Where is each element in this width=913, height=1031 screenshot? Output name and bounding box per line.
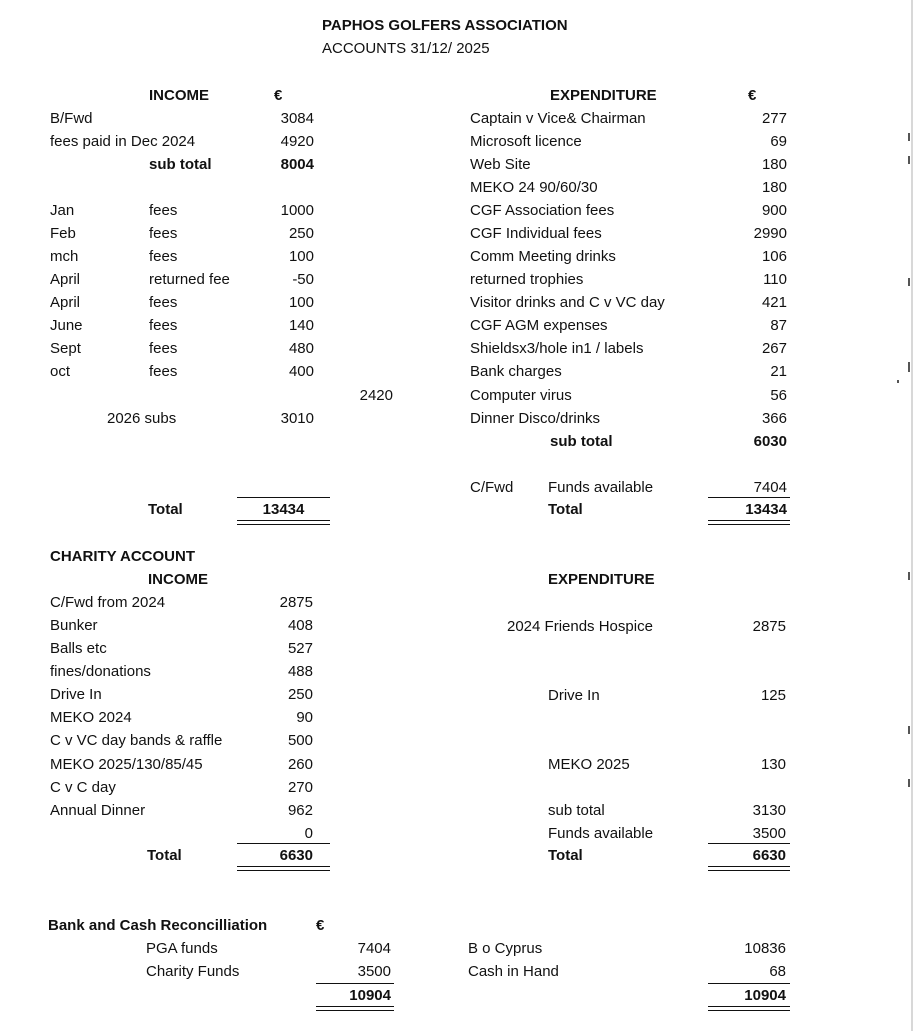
charity-exp-subtotal-label: sub total <box>548 802 605 819</box>
monthly-desc: fees <box>149 340 178 357</box>
income-subtotal-label: sub total <box>149 156 212 173</box>
expenditure-subtotal-value: 6030 <box>753 433 787 450</box>
expenditure-value: 87 <box>770 317 787 334</box>
subs-label: 2026 subs <box>107 410 177 427</box>
subs-value: 3010 <box>280 410 314 427</box>
expenditure-value: 421 <box>761 294 787 311</box>
charity-income-label: Bunker <box>50 617 98 634</box>
cash-value: 68 <box>769 963 786 980</box>
reconciliation-left-rule <box>316 983 394 984</box>
charity-exp-total-value: 6630 <box>752 847 786 864</box>
expenditure-value: 106 <box>761 248 787 265</box>
monthly-desc: fees <box>149 294 178 311</box>
expenditure-heading: EXPENDITURE <box>550 87 657 104</box>
edge-mark <box>908 726 910 734</box>
charity-income-label: MEKO 2024 <box>50 709 132 726</box>
charity-income-value: 270 <box>287 779 313 796</box>
income-total-double-rule <box>237 520 330 525</box>
expenditure-label: Visitor drinks and C v VC day <box>470 294 665 311</box>
monthly-month: June <box>50 317 83 334</box>
bfwd-value: 3084 <box>280 110 314 127</box>
charity-income-label: C v C day <box>50 779 116 796</box>
charity-income-value: 250 <box>287 686 313 703</box>
charity-meko-label: MEKO 2025 <box>548 756 630 773</box>
monthly-value: 100 <box>288 248 314 265</box>
charity-funds-available-value: 3500 <box>752 825 786 842</box>
expenditure-label: Dinner Disco/drinks <box>470 410 601 427</box>
expenditure-total-double-rule <box>708 520 790 525</box>
expenditure-label: CGF AGM expenses <box>470 317 608 334</box>
charity-income-label: Drive In <box>50 686 102 703</box>
expenditure-label: Microsoft licence <box>470 133 582 150</box>
charity-income-value: 488 <box>287 663 313 680</box>
expenditure-value: 900 <box>761 202 787 219</box>
monthly-month: April <box>50 271 81 288</box>
expenditure-label: Comm Meeting drinks <box>470 248 616 265</box>
charity-income-total-rule <box>237 843 330 844</box>
charity-income-zero: 0 <box>304 825 313 842</box>
expenditure-total-label: Total <box>548 501 583 518</box>
expenditure-label: Computer virus <box>470 387 572 404</box>
expenditure-total-rule <box>708 497 790 498</box>
expenditure-label: CGF Individual fees <box>470 225 602 242</box>
fees-dec-label: fees paid in Dec 2024 <box>50 133 196 150</box>
monthly-desc: fees <box>149 202 178 219</box>
charity-income-value: 408 <box>287 617 313 634</box>
expenditure-label: Captain v Vice& Chairman <box>470 110 646 127</box>
expenditure-value: 277 <box>761 110 787 127</box>
charity-income-label: MEKO 2025/130/85/45 <box>50 756 203 773</box>
income-heading: INCOME <box>149 87 209 104</box>
expenditure-label: CGF Association fees <box>470 202 615 219</box>
charity-exp-subtotal-value: 3130 <box>752 802 786 819</box>
charity-income-value: 527 <box>287 640 313 657</box>
cash-label: Cash in Hand <box>468 963 559 980</box>
charity-exp-total-label: Total <box>548 847 583 864</box>
charity-drive-in-value: 125 <box>760 687 786 704</box>
edge-mark <box>908 278 910 286</box>
expenditure-label: Bank charges <box>470 363 562 380</box>
charity-income-label: C v VC day bands & raffle <box>50 732 223 749</box>
monthly-desc: fees <box>149 225 178 242</box>
charity-income-value: 500 <box>287 732 313 749</box>
funds-available-value: 7404 <box>753 479 787 496</box>
charity-income-label: Annual Dinner <box>50 802 146 819</box>
expenditure-value: 180 <box>761 179 787 196</box>
expenditure-value: 366 <box>761 410 787 427</box>
edge-mark <box>908 156 910 164</box>
expenditure-value: 56 <box>770 387 787 404</box>
charity-hospice-label: 2024 Friends Hospice <box>507 618 653 635</box>
edge-mark <box>908 133 910 141</box>
charity-income-label: Balls etc <box>50 640 107 657</box>
charity-income-total-double-rule <box>237 866 330 871</box>
monthly-desc: returned fee <box>149 271 230 288</box>
expenditure-currency: € <box>748 87 757 104</box>
monthly-month: Jan <box>50 202 75 219</box>
edge-mark <box>908 779 910 787</box>
income-total-value: 13434 <box>262 501 305 518</box>
income-total-label: Total <box>148 501 183 518</box>
charity-meko-value: 130 <box>760 756 786 773</box>
edge-mark <box>908 572 910 580</box>
reconciliation-right-total: 10904 <box>744 987 786 1004</box>
charity-income-value: 962 <box>287 802 313 819</box>
charity-income-label: fines/donations <box>50 663 151 680</box>
pga-funds-label: PGA funds <box>146 940 218 957</box>
bfwd-label: B/Fwd <box>50 110 93 127</box>
reconciliation-left-double-rule <box>316 1006 394 1011</box>
charity-income-total-value: 6630 <box>279 847 313 864</box>
income-subtotal-value: 8004 <box>280 156 314 173</box>
monthly-desc: fees <box>149 363 178 380</box>
fees-dec-value: 4920 <box>280 133 314 150</box>
charity-funds-available-label: Funds available <box>548 825 654 842</box>
expenditure-value: 267 <box>761 340 787 357</box>
reconciliation-left-total: 10904 <box>349 987 391 1004</box>
expenditure-label: returned trophies <box>470 271 584 288</box>
reconciliation-heading: Bank and Cash Reconcilliation <box>48 917 268 934</box>
monthly-value: 1000 <box>280 202 314 219</box>
expenditure-value: 110 <box>763 271 787 288</box>
monthly-value: 480 <box>288 340 314 357</box>
monthly-month: mch <box>50 248 79 265</box>
monthly-month: oct <box>50 363 71 380</box>
charity-income-total-label: Total <box>147 847 182 864</box>
expenditure-label: Web Site <box>470 156 531 173</box>
reconciliation-right-rule <box>708 983 790 984</box>
charity-hospice-value: 2875 <box>752 618 786 635</box>
expenditure-label: MEKO 24 90/60/30 <box>470 179 598 196</box>
monthly-month: Sept <box>50 340 81 357</box>
page-title: PAPHOS GOLFERS ASSOCIATION <box>322 17 568 34</box>
reconciliation-right-double-rule <box>708 1006 790 1011</box>
monthly-month: Feb <box>50 225 76 242</box>
charity-income-heading: INCOME <box>148 571 208 588</box>
expenditure-value: 180 <box>761 156 787 173</box>
charity-income-value: 2875 <box>279 594 313 611</box>
charity-funds-value: 3500 <box>357 963 391 980</box>
monthly-desc: fees <box>149 317 178 334</box>
expenditure-value: 21 <box>770 363 787 380</box>
charity-drive-in-label: Drive In <box>548 687 600 704</box>
pga-funds-value: 7404 <box>357 940 391 957</box>
charity-exp-total-double-rule <box>708 866 790 871</box>
income-currency: € <box>274 87 283 104</box>
charity-exp-total-rule <box>708 843 790 844</box>
monthly-total-value: 2420 <box>359 387 393 404</box>
income-total-rule <box>237 497 330 498</box>
monthly-value: 250 <box>288 225 314 242</box>
charity-income-value: 90 <box>296 709 313 726</box>
bank-label: B o Cyprus <box>468 940 543 957</box>
expenditure-total-value: 13434 <box>745 501 787 518</box>
bank-value: 10836 <box>744 940 786 957</box>
monthly-desc: fees <box>149 248 178 265</box>
monthly-value: -50 <box>292 271 314 288</box>
funds-available-label: Funds available <box>548 479 654 496</box>
expenditure-label: Shieldsx3/hole in1 / labels <box>470 340 644 357</box>
monthly-value: 100 <box>288 294 314 311</box>
expenditure-value: 2990 <box>753 225 787 242</box>
edge-mark <box>908 362 910 372</box>
charity-income-label: C/Fwd from 2024 <box>50 594 166 611</box>
monthly-value: 140 <box>288 317 314 334</box>
expenditure-subtotal-label: sub total <box>550 433 613 450</box>
charity-income-value: 260 <box>287 756 313 773</box>
page-subtitle: ACCOUNTS 31/12/ 2025 <box>322 40 490 57</box>
monthly-month: April <box>50 294 81 311</box>
charity-expenditure-heading: EXPENDITURE <box>548 571 655 588</box>
cfwd-label: C/Fwd <box>470 479 514 496</box>
reconciliation-currency: € <box>316 917 325 934</box>
edge-mark <box>897 380 899 383</box>
expenditure-value: 69 <box>770 133 787 150</box>
charity-funds-label: Charity Funds <box>146 963 240 980</box>
monthly-value: 400 <box>288 363 314 380</box>
charity-heading: CHARITY ACCOUNT <box>50 548 195 565</box>
